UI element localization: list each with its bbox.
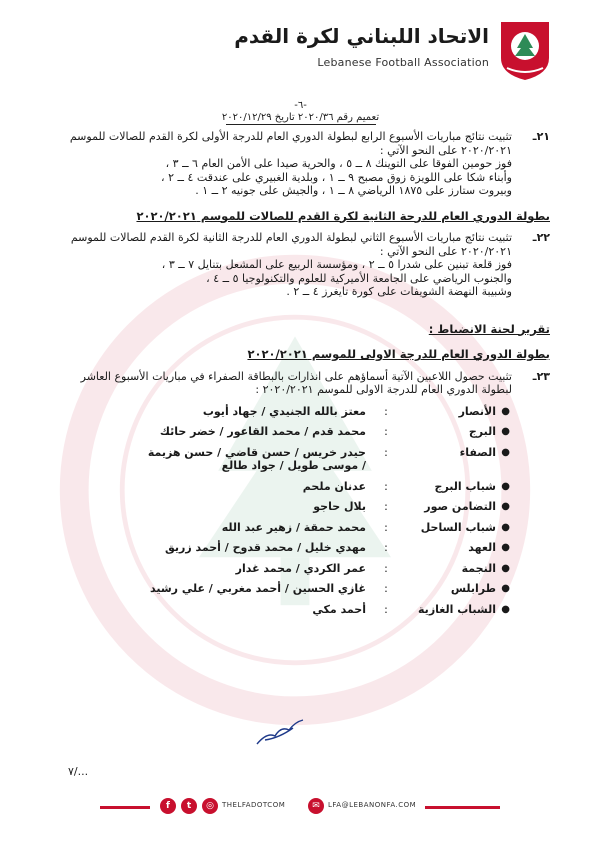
item-paragraph: تثبيت نتائج مباريات الأسبوع الرابع لبطولة الدوري العام للدرجة الأولى لكرة القدم للصالات للموسم ٢٠٢٠/٢٠٢١ على النحو الآتي : (69, 130, 512, 157)
email-icon: ✉ (308, 798, 324, 814)
colon-separator: : (384, 500, 388, 513)
list-item (60, 425, 510, 439)
footer (0, 797, 601, 815)
bullet-icon: ● (501, 426, 510, 437)
club-name: الشباب الغازية (418, 602, 496, 616)
player-names: غازي الحسين / أحمد مغربي / علي رشيد (150, 582, 366, 595)
item-number: ٢٢ـ (532, 231, 550, 244)
item-paragraph: تثبيت نتائج مباريات الأسبوع الثاني لبطولة الدوري العام للدرجة الثانية لكرة القدم للصالات للموسم ٢٠٢٠/٢٠٢١ على النحو الآتي : (70, 231, 512, 258)
player-names: أحمد مكي (312, 602, 366, 616)
bullet-icon: ● (501, 405, 510, 417)
item-number: ٢١ـ (532, 130, 550, 143)
player-names: بلال حاجو (313, 500, 366, 513)
list-item (60, 603, 510, 617)
section-title-first-division: بطولة الدوري العام للدرجة الاولى للموسم ٢٠٢٠/٢٠٢١ (247, 347, 550, 361)
item-23 (60, 370, 550, 397)
item-paragraph: تثبيت حصول اللاعبين الآتية أسماؤهم على انذارات بالبطاقة الصفراء في مباريات الأسبوع العاشر لبطولة الدوري العام للدرجة الاولى للموسم ٢٠٢٠/٢٠٢١ : (80, 369, 512, 396)
letterhead (0, 14, 601, 74)
section-title-discipline-report: تقرير لجنة الانضباط : (428, 321, 550, 336)
club-name: النجمة (461, 561, 496, 575)
club-name: طرابلس (450, 582, 496, 595)
club-name: شباب الساحل (420, 520, 496, 534)
player-names: عدنان ملحم (302, 479, 366, 493)
page-number: -٦- (294, 100, 307, 111)
colon-separator: : (384, 404, 388, 418)
bullet-icon: ● (501, 521, 510, 533)
club-name: البرج (468, 425, 496, 438)
continuation-marker: ٧/... (68, 765, 89, 778)
colon-separator: : (384, 582, 388, 595)
player-names: عمر الكردي / محمد غدار (235, 561, 366, 575)
footer-rule-left (100, 806, 150, 809)
colon-separator: : (384, 425, 388, 438)
player-names: معتز بالله الجنيدي / جهاد أيوب (202, 404, 366, 418)
item-paragraph: فوز حومين الفوقا على التوينك ٨ ــ ٥ ، والحرية صيدا على الأمن العام ٦ ــ ٣ ، (165, 157, 512, 170)
bullet-icon: ● (501, 562, 510, 574)
item-paragraph: والجنوب الرياضي على الجامعة الأميركية للعلوم والتكنولوجيا ٥ ــ ٤ ، (206, 271, 512, 285)
bullet-icon: ● (501, 501, 510, 512)
list-item (60, 541, 510, 555)
signature (255, 718, 305, 748)
list-item (60, 446, 510, 473)
club-name: الأنصار (458, 404, 496, 418)
list-item (60, 500, 510, 514)
club-name: الصفاء (459, 445, 496, 459)
club-name: العهد (468, 541, 496, 554)
colon-separator: : (384, 541, 388, 554)
item-paragraph: وشبيبة النهضة الشويفات على كورة تايغرز ٤ ــ ٢ . (286, 285, 512, 298)
bullet-icon: ● (501, 583, 510, 594)
colon-separator: : (384, 445, 388, 459)
section-title-second-division: بطولة الدوري العام للدرجة الثانية لكرة القدم للصالات للموسم ٢٠٢٠/٢٠٢١ (136, 208, 550, 223)
email-link[interactable]: LFA@LEBANONFA.COM (328, 801, 417, 809)
player-names: محمد حمقة / زهير عبد الله (221, 520, 366, 534)
website-link[interactable]: THELFADOTCOM (222, 801, 286, 809)
item-22 (60, 231, 550, 299)
item-paragraph: فوز قلعة تبنين على شدرا ٥ ــ ٢ ، ومؤسسة الربيع على المشعل بتنايل ٧ ــ ٣ ، (161, 258, 512, 271)
org-name-english: Lebanese Football Association (317, 56, 489, 69)
list-item (60, 480, 510, 494)
instagram-icon[interactable]: ◎ (202, 798, 218, 814)
club-name: شباب البرج (434, 479, 496, 493)
bullet-icon: ● (501, 446, 510, 458)
colon-separator: : (384, 561, 388, 575)
list-item (60, 582, 510, 596)
colon-separator: : (384, 602, 388, 616)
item-paragraph: وأبناء شكا على اللويزة زوق مصبح ٩ ــ ١ ، وبلدية الغبيري على عندقت ٤ ــ ٢ ، (161, 170, 512, 184)
club-name: التضامن صور (424, 500, 496, 513)
circular-reference: تعميم رقم ٢٠٢٠/٣٦ تاريخ ٢٠٢٠/١٢/٢٩ (0, 112, 601, 125)
colon-separator: : (384, 520, 388, 534)
list-item (60, 562, 510, 576)
lebanon-fa-crest-icon (497, 18, 553, 82)
player-names: مهدي خليل / محمد قدوح / أحمد زريق (164, 541, 366, 554)
item-number: ٢٣ـ (532, 369, 550, 383)
list-item (60, 521, 510, 535)
facebook-icon[interactable]: f (160, 798, 176, 814)
footer-rule-right (425, 806, 500, 809)
bullet-icon: ● (501, 542, 510, 553)
player-names: محمد قدم / محمد القاعور / خضر حائك (159, 425, 366, 438)
item-paragraph: وبيروت ستارز على ١٨٧٥ الرياضي ٨ ــ ١ ، والجيش على جونيه ٢ ــ ١ . (195, 184, 512, 197)
yellow-cards-list (60, 405, 550, 617)
player-names: حيدر خريس / حسن قاضي / حسن هزيمة / موسى طويل / جواد طالع (147, 445, 366, 472)
twitter-icon[interactable]: t (181, 798, 197, 814)
bullet-icon: ● (501, 603, 510, 615)
item-21 (60, 130, 550, 198)
bullet-icon: ● (501, 480, 510, 492)
org-name-arabic: الاتحاد اللبناني لكرة القدم (234, 24, 489, 48)
colon-separator: : (384, 479, 388, 493)
list-item (60, 405, 510, 419)
document-body (60, 130, 550, 623)
